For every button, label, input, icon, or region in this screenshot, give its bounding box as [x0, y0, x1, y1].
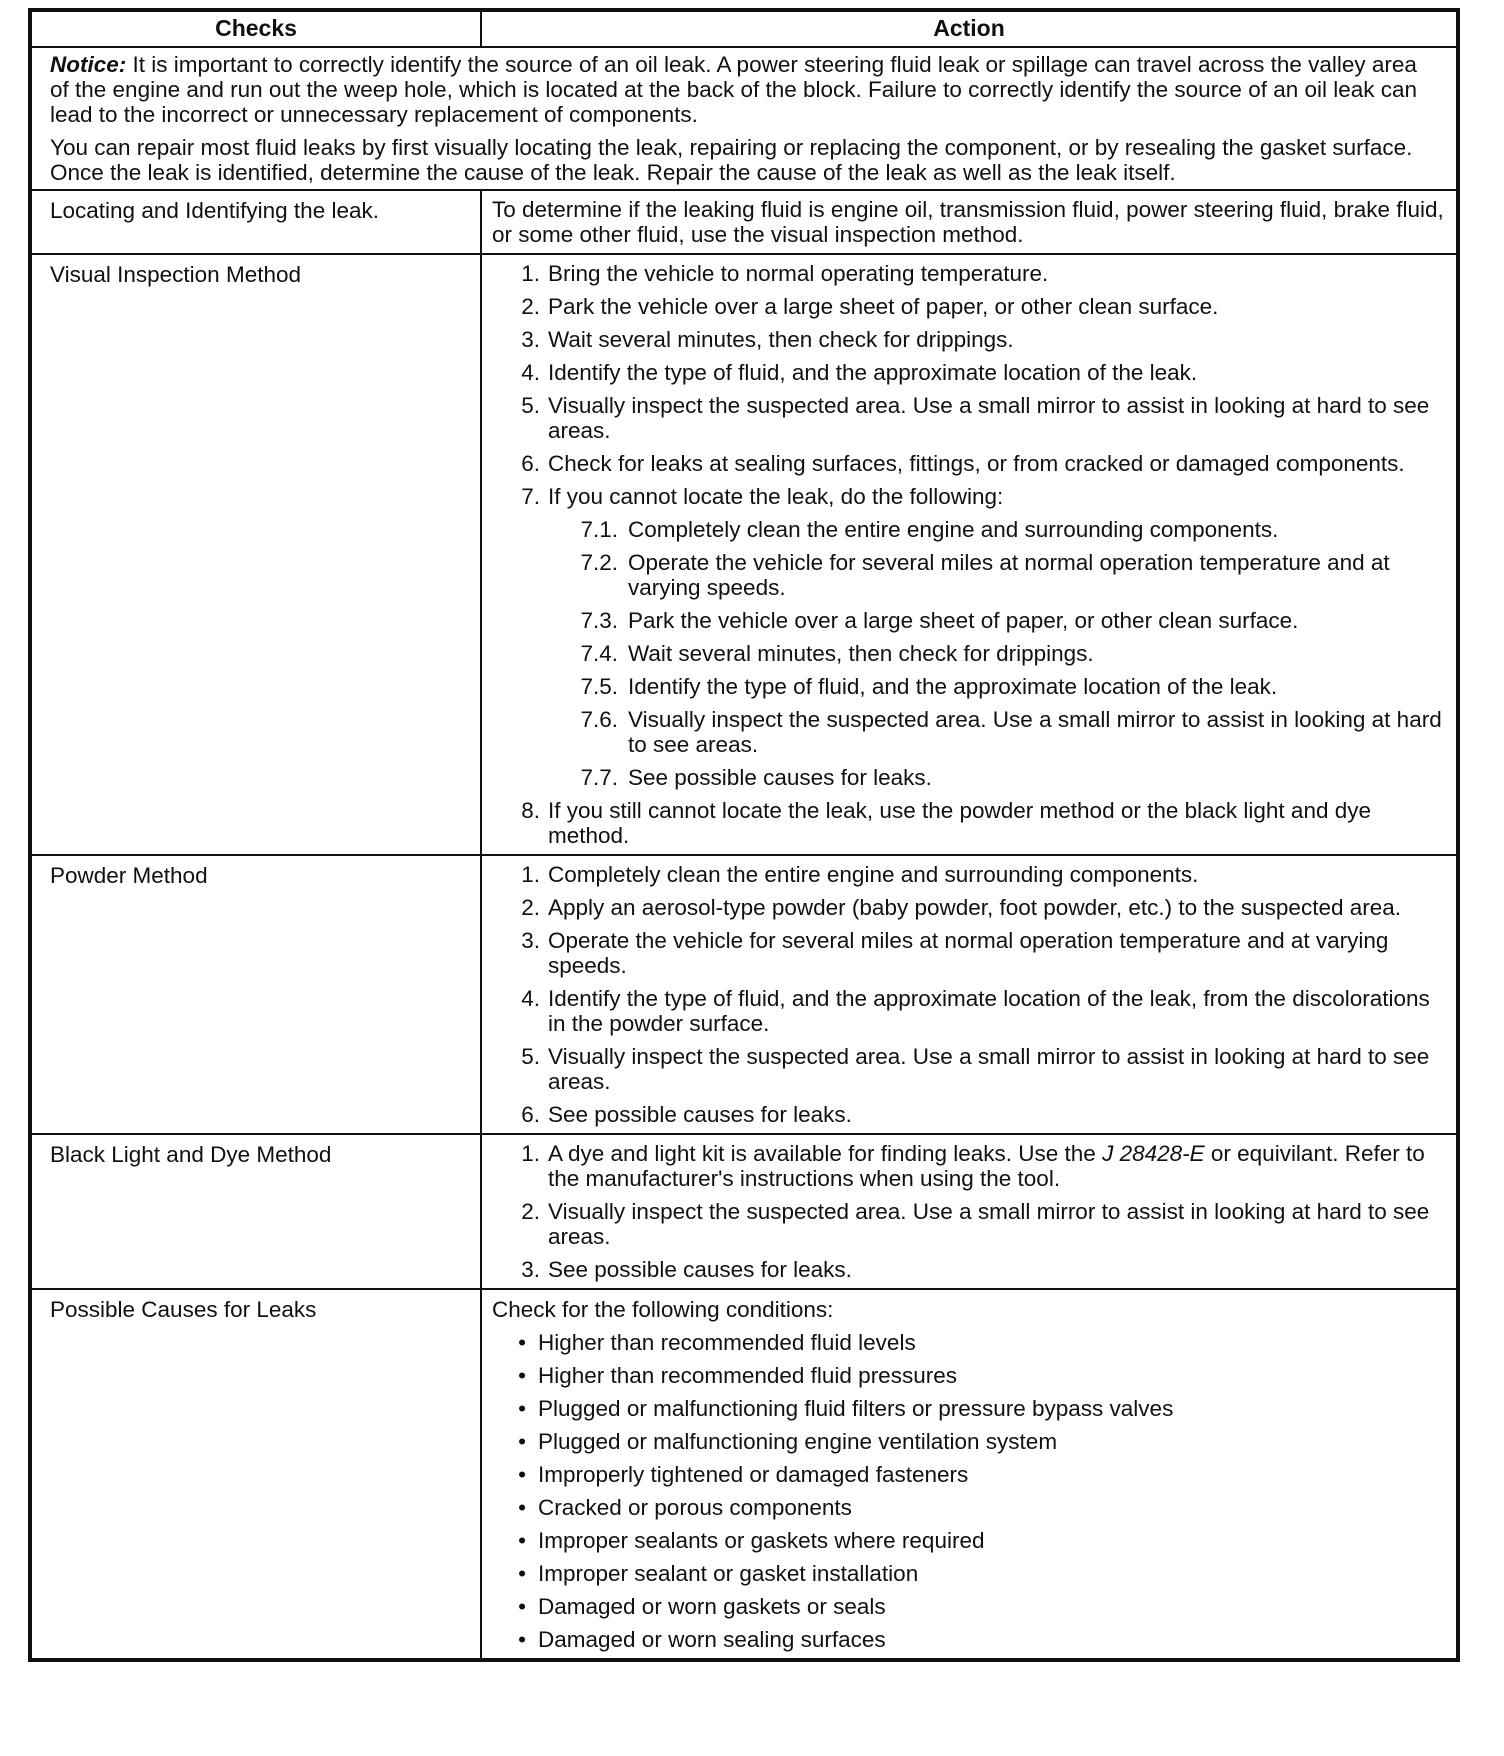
check-locating: Locating and Identifying the leak. [31, 190, 481, 254]
list-item [492, 1561, 1446, 1586]
check-black-light-dye: Black Light and Dye Method [31, 1134, 481, 1289]
list-item [492, 393, 1446, 443]
notice-label: Notice: [50, 52, 127, 77]
causes-intro: Check for the following conditions: [492, 1297, 834, 1322]
tool-number: J 28428-E [1102, 1141, 1205, 1166]
list-item [492, 1141, 1446, 1191]
causes-list [492, 1330, 1446, 1652]
bullet-icon: • [518, 1330, 526, 1355]
step-text: Operate the vehicle for several miles at normal operation temperature and at varying speeds. [548, 928, 1389, 978]
list-item [492, 327, 1446, 352]
substep-text: Visually inspect the suspected area. Use a small mirror to assist in looking at hard to see areas. [628, 707, 1442, 757]
step-number: 7. [521, 484, 540, 509]
list-item [492, 1199, 1446, 1249]
step-text: Check for leaks at sealing surfaces, fittings, or from cracked or damaged components. [548, 451, 1405, 476]
list-item [492, 1396, 1446, 1421]
table-header-row [31, 11, 1457, 47]
substep-text: Wait several minutes, then check for drippings. [628, 641, 1094, 666]
substep-number: 7.4. [580, 641, 618, 666]
list-item [492, 1462, 1446, 1487]
bullet-icon: • [518, 1396, 526, 1421]
step-number: 2. [521, 895, 540, 920]
step-number: 3. [521, 1257, 540, 1282]
list-item [492, 1330, 1446, 1355]
step-number: 4. [521, 986, 540, 1011]
action-powder-method [481, 855, 1457, 1134]
bullet-icon: • [518, 1363, 526, 1388]
step-number: 4. [521, 360, 540, 385]
notice-paragraph [50, 52, 1440, 127]
list-item [492, 261, 1446, 286]
substep-number: 7.7. [580, 765, 618, 790]
list-item [492, 294, 1446, 319]
substep-number: 7.5. [580, 674, 618, 699]
bullet-icon: • [518, 1594, 526, 1619]
substep-number: 7.3. [580, 608, 618, 633]
bullet-icon: • [518, 1429, 526, 1454]
cause-text: Damaged or worn gaskets or seals [538, 1594, 886, 1619]
step-text: Identify the type of fluid, and the approximate location of the leak. [548, 360, 1198, 385]
list-item [492, 641, 1446, 666]
cause-text: Cracked or porous components [538, 1495, 852, 1520]
list-item [492, 928, 1446, 978]
action-possible-causes [481, 1289, 1457, 1659]
step-text: See possible causes for leaks. [548, 1102, 852, 1127]
list-item [492, 674, 1446, 699]
list-item [492, 798, 1446, 848]
step-text: Bring the vehicle to normal operating temperature. [548, 261, 1049, 286]
bullet-icon: • [518, 1627, 526, 1652]
list-item [492, 1257, 1446, 1282]
substep-text: Completely clean the entire engine and surrounding components. [628, 517, 1279, 542]
action-locating: To determine if the leaking fluid is engine oil, transmission fluid, power steering fluid, brake fluid, or some other fluid, use the visual inspection method. [481, 190, 1457, 254]
list-item [492, 1102, 1446, 1127]
step-text: Apply an aerosol-type powder (baby powder, foot powder, etc.) to the suspected area. [548, 895, 1402, 920]
notice-paragraph-2: You can repair most fluid leaks by first visually locating the leak, repairing or replacing the component, or by resealing the gasket surface. Once the leak is identified, determine the cause of the leak. Repair the cause of the leak as well as the leak itself. [50, 135, 1413, 185]
list-item [492, 608, 1446, 633]
header-action: Action [481, 11, 1457, 47]
step-text-post: or equivilant. Refer to the manufacturer's instructions when using the tool. [548, 1141, 1425, 1191]
notice-text: It is important to correctly identify the source of an oil leak. A power steering fluid leak or spillage can travel across the valley area of the engine and run out the weep hole, which is located at the back of the block. Failure to correctly identify the source of an oil leak can lead to the incorrect or unnecessary replacement of components. [50, 52, 1418, 127]
list-item [492, 1429, 1446, 1454]
bullet-icon: • [518, 1462, 526, 1487]
check-possible-causes: Possible Causes for Leaks [31, 1289, 481, 1659]
substep-text: Operate the vehicle for several miles at normal operation temperature and at varying speeds. [628, 550, 1390, 600]
table-row [31, 1134, 1457, 1289]
substep-text: See possible causes for leaks. [628, 765, 932, 790]
substep-number: 7.1. [580, 517, 618, 542]
powder-steps [492, 862, 1446, 1127]
step-number: 5. [521, 1044, 540, 1069]
list-item [492, 1044, 1446, 1094]
list-item [492, 862, 1446, 887]
step-number: 5. [521, 393, 540, 418]
dye-steps [492, 1141, 1446, 1282]
list-item [492, 765, 1446, 790]
action-black-light-dye [481, 1134, 1457, 1289]
step-number: 1. [521, 862, 540, 887]
list-item [492, 1495, 1446, 1520]
leak-diagnosis-table-frame [28, 8, 1460, 1662]
notice-row [31, 47, 1457, 190]
step-number: 3. [521, 327, 540, 352]
step-text: If you cannot locate the leak, do the following: [548, 484, 1004, 509]
step-text-pre: A dye and light kit is available for finding leaks. Use the [548, 1141, 1103, 1166]
step-number: 1. [521, 261, 540, 286]
step-text: Visually inspect the suspected area. Use a small mirror to assist in looking at hard to see areas. [548, 1199, 1430, 1249]
step-text: See possible causes for leaks. [548, 1257, 852, 1282]
bullet-icon: • [518, 1495, 526, 1520]
substep-text: Park the vehicle over a large sheet of paper, or other clean surface. [628, 608, 1299, 633]
header-checks: Checks [31, 11, 481, 47]
list-item [492, 360, 1446, 385]
list-item [492, 986, 1446, 1036]
list-item [492, 1528, 1446, 1553]
visual-steps [492, 261, 1446, 848]
step-text: Visually inspect the suspected area. Use a small mirror to assist in looking at hard to see areas. [548, 1044, 1430, 1094]
table-row [31, 254, 1457, 855]
notice-cell [31, 47, 1457, 190]
step-number: 3. [521, 928, 540, 953]
table-row [31, 1289, 1457, 1659]
step-number: 6. [521, 1102, 540, 1127]
action-visual-inspection [481, 254, 1457, 855]
check-powder-method: Powder Method [31, 855, 481, 1134]
list-item [492, 1594, 1446, 1619]
step-text: Completely clean the entire engine and surrounding components. [548, 862, 1199, 887]
step-text [548, 1141, 1446, 1191]
list-item [492, 451, 1446, 476]
cause-text: Damaged or worn sealing surfaces [538, 1627, 886, 1652]
list-item [492, 895, 1446, 920]
step-number: 2. [521, 294, 540, 319]
cause-text: Improperly tightened or damaged fasteners [538, 1462, 969, 1487]
bullet-icon: • [518, 1561, 526, 1586]
step-number: 1. [521, 1141, 540, 1166]
table-row [31, 190, 1457, 254]
step-number: 6. [521, 451, 540, 476]
step-text: Identify the type of fluid, and the approximate location of the leak, from the discolorations in the powder surface. [548, 986, 1430, 1036]
substep-number: 7.6. [580, 707, 618, 732]
step-number: 8. [521, 798, 540, 823]
check-visual-inspection: Visual Inspection Method [31, 254, 481, 855]
table-row [31, 855, 1457, 1134]
cause-text: Improper sealant or gasket installation [538, 1561, 919, 1586]
cause-text: Higher than recommended fluid levels [538, 1330, 916, 1355]
leak-diagnosis-table [30, 10, 1458, 1660]
cause-text: Higher than recommended fluid pressures [538, 1363, 957, 1388]
list-item [492, 1627, 1446, 1652]
step-text: Visually inspect the suspected area. Use a small mirror to assist in looking at hard to see areas. [548, 393, 1430, 443]
substep-number: 7.2. [580, 550, 618, 575]
step-text: Park the vehicle over a large sheet of paper, or other clean surface. [548, 294, 1219, 319]
list-item [492, 707, 1446, 757]
step-text: If you still cannot locate the leak, use the powder method or the black light and dye method. [548, 798, 1371, 848]
step-text: Wait several minutes, then check for drippings. [548, 327, 1014, 352]
list-item [492, 1363, 1446, 1388]
step-number: 2. [521, 1199, 540, 1224]
cause-text: Improper sealants or gaskets where required [538, 1528, 985, 1553]
list-item [492, 550, 1446, 600]
bullet-icon: • [518, 1528, 526, 1553]
list-item [492, 517, 1446, 542]
list-item [492, 484, 1446, 509]
cause-text: Plugged or malfunctioning engine ventilation system [538, 1429, 1058, 1454]
substep-text: Identify the type of fluid, and the approximate location of the leak. [628, 674, 1278, 699]
cause-text: Plugged or malfunctioning fluid filters or pressure bypass valves [538, 1396, 1174, 1421]
